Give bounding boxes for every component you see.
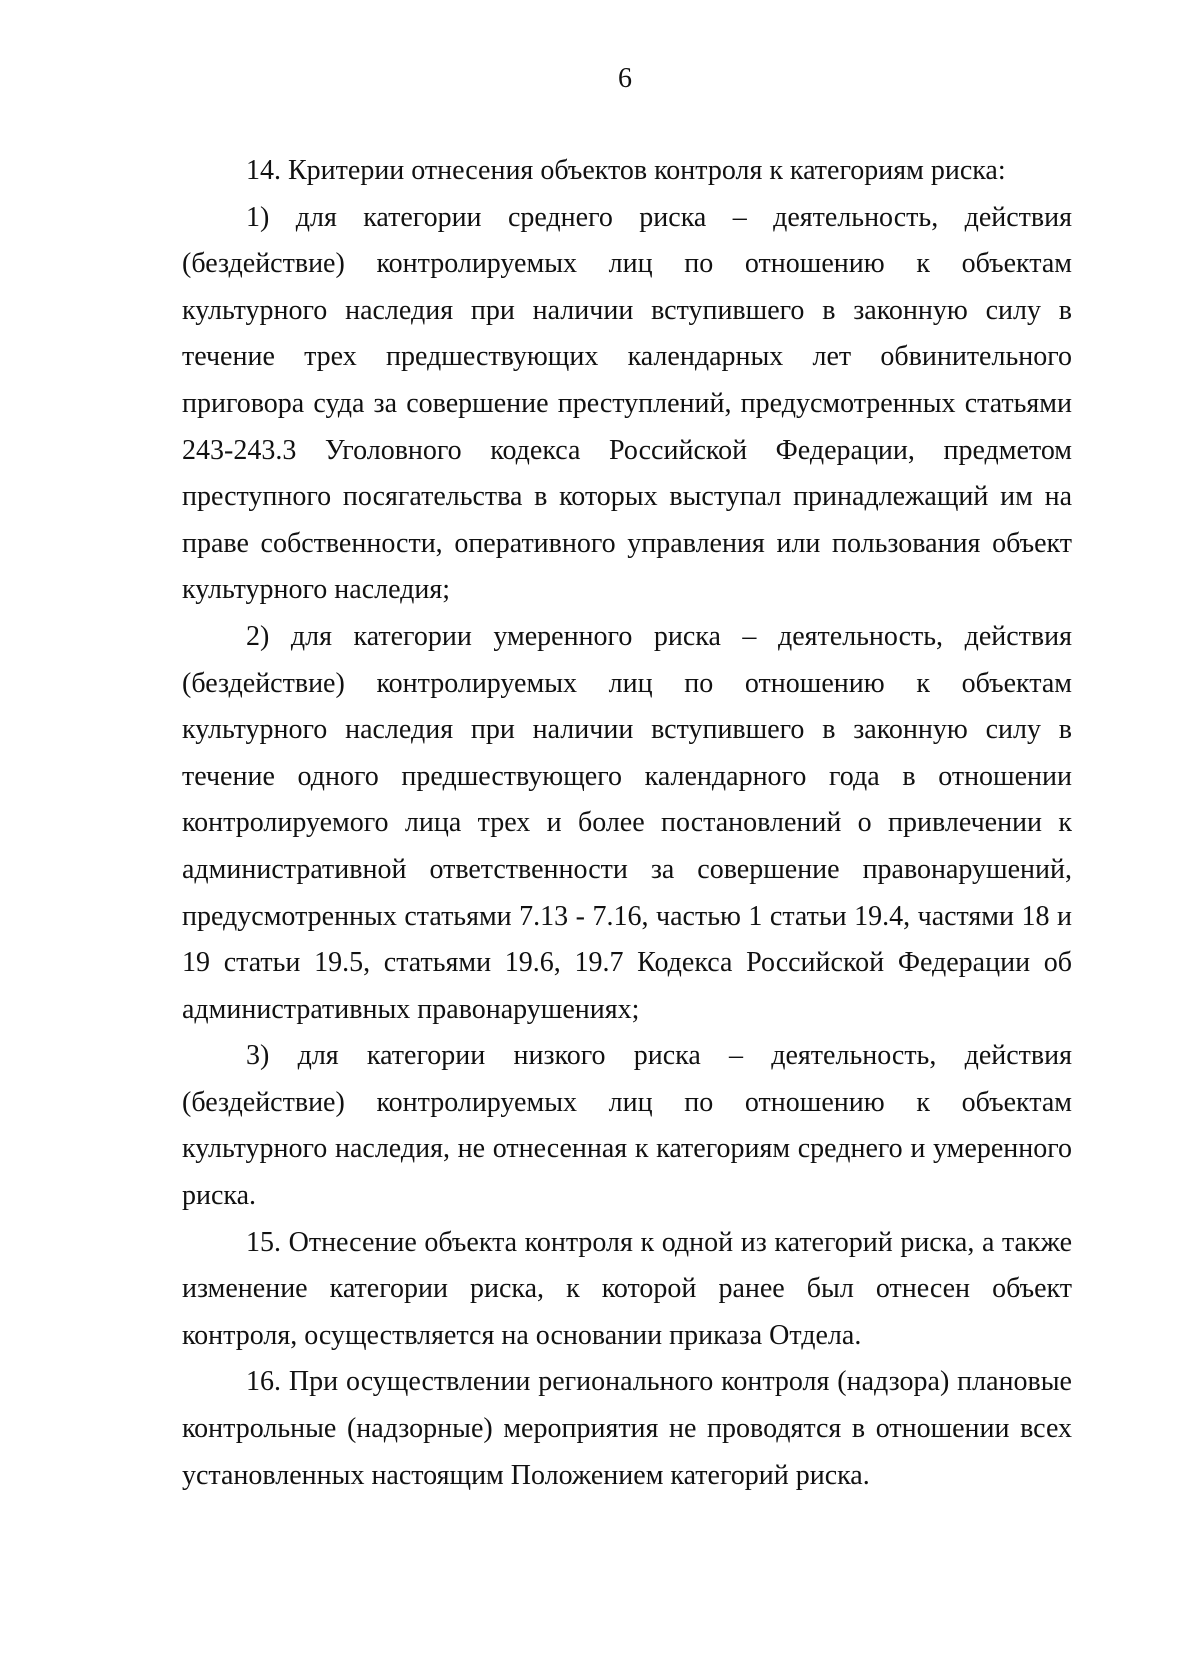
paragraph-14-item-1: 1) для категории среднего риска – деятельность, действия (бездействие) контролируемых лиц по отношению к объектам культурного наследия при наличии вступившего в законную силу в течение трех предшествующих календарных лет обвинительного приговора суда за совершение преступлений, предусмотренных статьями 243-243.3 Уголовного кодекса Российской Федерации, предметом преступного посягательства в которых выступал принадлежащий им на праве собственности, оперативного управления или пользования объект культурного наследия;	[182, 201, 1072, 606]
document-body	[182, 148, 1072, 1499]
paragraph-14-item-2: 2) для категории умеренного риска – деятельность, действия (бездействие) контролируемых лиц по отношению к объектам культурного наследия при наличии вступившего в законную силу в течение одного предшествующего календарного года в отношении контролируемого лица трех и более постановлений о привлечении к административной ответственности за совершение правонарушений, предусмотренных статьями 7.13 - 7.16, частью 1 статьи 19.4, частями 18 и 19 статьи 19.5, статьями 19.6, 19.7 Кодекса Российской Федерации об административных правонарушениях;	[182, 620, 1072, 1025]
paragraph-16: 16. При осуществлении регионального контроля (надзора) плановые контрольные (надзорные) мероприятия не проводятся в отношении всех установленных настоящим Положением категорий риска.	[182, 1366, 1072, 1491]
page-number: 6	[618, 63, 632, 94]
paragraph-14-heading: 14. Критерии отнесения объектов контроля к категориям риска:	[246, 155, 1006, 186]
paragraph-14-item-3: 3) для категории низкого риска – деятельность, действия (бездействие) контролируемых лиц по отношению к объектам культурного наследия, не отнесенная к категориям среднего и умеренного риска.	[182, 1040, 1072, 1212]
paragraph-15: 15. Отнесение объекта контроля к одной из категорий риска, а также изменение категории риска, к которой ранее был отнесен объект контроля, осуществляется на основании приказа Отдела.	[182, 1226, 1072, 1351]
